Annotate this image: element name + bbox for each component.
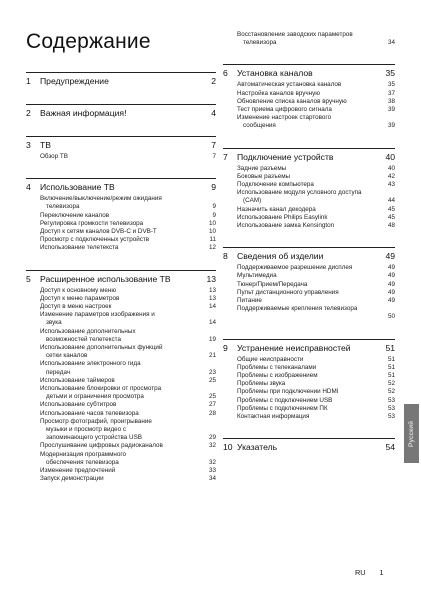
toc-entry-text <box>223 90 381 98</box>
section-gap <box>26 161 216 171</box>
section-number: 5 <box>26 273 31 284</box>
toc-entry-page: 23 <box>208 368 216 376</box>
toc-entry-text <box>26 236 202 244</box>
toc-entry-label: Проблемы звука <box>237 380 286 388</box>
toc-entry-text <box>223 114 381 130</box>
toc-entry-page: 51 <box>387 355 395 363</box>
toc-entry-label: Изменение параметров изображения и <box>40 311 155 319</box>
toc-entry[interactable] <box>26 467 216 475</box>
toc-entry-text <box>26 475 202 483</box>
toc-entry-page: 13 <box>208 294 216 302</box>
toc-entry-text <box>26 153 202 161</box>
toc-entry-page: 49 <box>387 297 395 305</box>
toc-entry-text <box>26 377 202 385</box>
toc-entry-text <box>26 360 202 376</box>
section-page: 13 <box>206 273 216 284</box>
toc-section <box>223 230 395 321</box>
toc-entry-page: 28 <box>208 409 216 417</box>
toc-entry-page: 40 <box>387 164 395 172</box>
toc-entry[interactable] <box>26 195 216 211</box>
toc-entry-label: Проблемы с подключением USB <box>237 396 333 404</box>
toc-entry-page: 45 <box>387 213 395 221</box>
toc-entry-continuation: телевизора <box>243 39 277 47</box>
toc-entry-text <box>26 220 202 228</box>
toc-entry-label: Прослушивание цифровых радиоканалов <box>40 442 163 450</box>
toc-entry-label: Просмотр с подключенных устройств <box>40 236 150 244</box>
toc-entry-page: 53 <box>387 413 395 421</box>
toc-entry[interactable] <box>223 165 395 173</box>
section-entries <box>223 165 395 231</box>
toc-entry-label: Доступ к основному меню <box>40 286 117 294</box>
section-gap <box>223 421 395 431</box>
toc-entry[interactable] <box>26 153 216 161</box>
toc-section <box>223 131 395 231</box>
toc-section-heading[interactable] <box>223 248 395 262</box>
toc-entry-label: Использование часов телевизора <box>40 409 139 417</box>
section-page: 2 <box>211 76 216 86</box>
toc-entry[interactable] <box>223 272 395 280</box>
toc-entry[interactable] <box>223 114 395 130</box>
toc-section <box>26 72 216 87</box>
toc-entry[interactable] <box>26 328 216 344</box>
toc-section <box>26 253 216 484</box>
section-title: Расширенное использование ТВ <box>40 273 171 284</box>
toc-entry-continuation: музыки и просмотр видео с <box>46 426 127 434</box>
toc-entry[interactable] <box>223 189 395 205</box>
section-entries <box>26 287 216 484</box>
toc-entry[interactable] <box>223 281 395 289</box>
toc-section-heading[interactable] <box>26 271 216 285</box>
toc-entry[interactable] <box>26 360 216 376</box>
toc-entry-page: 39 <box>387 106 395 114</box>
section-number: 10 <box>223 442 233 453</box>
section-entries <box>26 153 216 161</box>
toc-entry-text <box>223 181 381 189</box>
toc-entry[interactable] <box>223 81 395 89</box>
toc-entry-text <box>26 311 202 327</box>
toc-entry-label: Обзор ТВ <box>40 153 68 160</box>
section-title: Установка каналов <box>237 68 313 79</box>
toc-entry-label: Изменение предпочтений <box>40 467 116 475</box>
toc-entry-continuation: возможностей телетекста <box>46 335 121 343</box>
toc-entry-text <box>26 467 202 475</box>
toc-entry[interactable] <box>26 220 216 228</box>
toc-entry-continuation: запоминающего устройства USB <box>46 434 143 442</box>
toc-entry-text <box>223 264 381 272</box>
toc-section <box>223 322 395 422</box>
toc-entry[interactable] <box>223 305 395 321</box>
section-number: 8 <box>223 251 228 262</box>
toc-entry[interactable] <box>223 106 395 114</box>
toc-entry-text <box>26 195 202 211</box>
toc-entry-label: Автоматическая установка каналов <box>237 81 342 89</box>
section-page: 7 <box>211 140 216 150</box>
toc-entry-text <box>223 98 381 106</box>
toc-entry-text <box>223 397 381 405</box>
toc-entry[interactable] <box>223 413 395 421</box>
section-page: 49 <box>385 251 395 262</box>
section-entries <box>223 264 395 321</box>
toc-entry-label: Использование замка Kensington <box>237 222 335 230</box>
section-gap <box>223 131 395 141</box>
toc-entry-label: Доступ в меню настроек <box>40 303 112 311</box>
toc-entry[interactable] <box>223 356 395 364</box>
toc-entry-text <box>223 281 381 289</box>
page-footer <box>355 568 384 577</box>
toc-entry[interactable] <box>223 405 395 413</box>
toc-entry-text <box>223 405 381 413</box>
section-gap <box>26 253 216 263</box>
toc-entry-label: Боковые разъемы <box>237 172 291 180</box>
toc-entry-label: Просмотр фотографий, проигрывание <box>40 417 152 425</box>
toc-entry-page: 29 <box>208 434 216 442</box>
section-title: Устранение неисправностей <box>237 342 351 353</box>
toc-entry[interactable] <box>26 385 216 401</box>
toc-entry-text <box>26 418 202 443</box>
toc-entry-page: 38 <box>387 97 395 105</box>
toc-entry[interactable] <box>26 228 216 236</box>
section-number: 4 <box>26 182 31 193</box>
toc-entry-label: Контактная информация <box>237 413 310 421</box>
toc-entry-label: Доступ к сетям каналов DVB-C и DVB-T <box>40 228 157 236</box>
section-title: Сведения об изделии <box>237 251 324 262</box>
toc-entry[interactable] <box>26 377 216 385</box>
section-title: Использование ТВ <box>40 182 115 193</box>
toc-entry-page: 49 <box>387 280 395 288</box>
toc-entry-label: Восстановление заводских параметров <box>237 31 353 38</box>
toc-entry-text <box>223 289 381 297</box>
toc-entry-continuation: детьми и ограничения просмотра <box>46 393 144 401</box>
toc-entry-text <box>26 212 202 220</box>
toc-entry-page: 34 <box>208 475 216 483</box>
toc-entry[interactable] <box>223 397 395 405</box>
toc-entry-text <box>223 388 381 396</box>
toc-entry-text <box>223 214 381 222</box>
section-page: 40 <box>385 151 395 162</box>
toc-entry[interactable] <box>223 297 395 305</box>
toc-entry-text <box>223 364 381 372</box>
section-page: 4 <box>211 108 216 118</box>
toc-entry-label: Использование дополнительных <box>40 327 136 335</box>
toc-entry-label: Использование модуля условного доступа <box>237 189 362 197</box>
page-title: Содержание <box>26 30 151 53</box>
toc-entry[interactable] <box>26 244 216 252</box>
toc-entry-page: 12 <box>208 244 216 252</box>
toc-entry-label: Проблемы с изображением <box>237 372 318 380</box>
section-page: 54 <box>385 442 395 453</box>
toc-entry-text <box>223 413 381 421</box>
section-gap <box>223 322 395 332</box>
toc-entry-label: Обновление списка каналов вручную <box>237 97 347 105</box>
toc-entry[interactable] <box>26 451 216 467</box>
toc-entry-label: Поддерживаемое разрешение дисплея <box>237 264 353 272</box>
toc-entry-page: 53 <box>387 396 395 404</box>
section-number: 9 <box>223 342 228 353</box>
toc-entry[interactable] <box>223 214 395 222</box>
toc-entry-page: 42 <box>387 172 395 180</box>
toc-entry-text <box>26 303 202 311</box>
toc-entry-text <box>26 295 202 303</box>
section-number: 2 <box>26 108 31 118</box>
section-title: Указатель <box>237 442 278 453</box>
toc-entry-page: 10 <box>208 228 216 236</box>
toc-entry-page: 9 <box>212 211 216 219</box>
toc-entry-page: 51 <box>387 372 395 380</box>
section-number: 7 <box>223 151 228 162</box>
toc-entry-label: Использование дополнительных функций <box>40 344 163 352</box>
toc-section-heading[interactable] <box>223 340 395 354</box>
toc-entry-label: Задние разъемы <box>237 164 287 172</box>
toc-section <box>223 47 395 130</box>
toc-entry-text <box>26 228 202 236</box>
continued-entries <box>223 31 395 47</box>
toc-entry-continuation: телевизора <box>46 203 80 211</box>
toc-entry-page: 9 <box>212 203 216 211</box>
toc-entry-page: 35 <box>387 81 395 89</box>
toc-section <box>26 87 216 119</box>
section-gap <box>223 230 395 240</box>
toc-entry-text <box>223 173 381 181</box>
section-title: Подключение устройств <box>237 151 334 162</box>
toc-entry[interactable] <box>26 418 216 443</box>
toc-entry[interactable] <box>223 31 395 47</box>
toc-entry[interactable] <box>26 311 216 327</box>
toc-entry-page: 32 <box>208 442 216 450</box>
toc-entry-label: Пульт дистанционного управления <box>237 288 339 296</box>
toc-entry-text <box>223 206 381 214</box>
toc-entry-continuation: звука <box>46 319 62 327</box>
toc-entry[interactable] <box>26 401 216 409</box>
toc-entry-label: Тест приема цифрового сигнала <box>237 106 332 114</box>
section-number: 3 <box>26 140 31 150</box>
toc-entry-text <box>26 385 202 401</box>
toc-entry-text <box>26 328 202 344</box>
toc-entry-continuation: (CAM) <box>243 197 262 205</box>
toc-entry-label: Проблемы с подключением ПК <box>237 404 328 412</box>
section-title: ТВ <box>40 140 51 150</box>
toc-entry[interactable] <box>26 475 216 483</box>
section-gap <box>223 47 395 57</box>
toc-entry-page: 14 <box>208 319 216 327</box>
toc-entry-text <box>223 31 381 47</box>
toc-entry-label: Регулировка громкости телевизора <box>40 219 144 227</box>
toc-entry-text <box>26 451 202 467</box>
toc-entry[interactable] <box>223 388 395 396</box>
toc-entry[interactable] <box>223 181 395 189</box>
toc-entry-label: Поддерживаемые крепления телевизора <box>237 305 358 313</box>
toc-entry[interactable] <box>26 303 216 311</box>
toc-entry[interactable] <box>223 264 395 272</box>
toc-entry[interactable] <box>26 236 216 244</box>
toc-entry[interactable] <box>26 295 216 303</box>
toc-entry-page: 10 <box>208 219 216 227</box>
toc-left-column <box>26 65 216 484</box>
toc-entry-label: Использование блокировки от просмотра <box>40 385 162 393</box>
section-gap <box>26 87 216 97</box>
toc-entry-label: Настройка каналов вручную <box>237 89 321 97</box>
footer-page-number: 1 <box>379 568 384 577</box>
toc-entry-label: Общие неисправности <box>237 355 304 363</box>
toc-entry[interactable] <box>26 344 216 360</box>
section-entries <box>223 81 395 130</box>
toc-section <box>26 161 216 252</box>
toc-right-column <box>223 29 395 453</box>
toc-entry-page: 39 <box>387 122 395 130</box>
toc-entry-text <box>223 222 381 230</box>
toc-entry-label: Назначить канал декодера <box>237 205 316 213</box>
toc-entry-label: Переключение каналов <box>40 211 110 219</box>
toc-entry-page: 44 <box>387 197 395 205</box>
toc-entry[interactable] <box>223 90 395 98</box>
toc-entry[interactable] <box>223 206 395 214</box>
toc-entry-label: Использование субтитров <box>40 401 117 409</box>
toc-entry-page: 21 <box>208 352 216 360</box>
toc-entry-label: Проблемы с телеканалами <box>237 363 317 371</box>
toc-entry[interactable] <box>223 222 395 230</box>
section-title: Предупреждение <box>40 76 109 86</box>
toc-entry-page: 7 <box>212 153 216 160</box>
toc-entry-continuation: обеспечения телевизора <box>46 458 119 466</box>
toc-entry-page: 53 <box>387 404 395 412</box>
toc-entry-label: Изменение настроек стартового <box>237 114 332 122</box>
toc-entry-page: 52 <box>387 380 395 388</box>
toc-section-heading[interactable] <box>26 179 216 193</box>
toc-entry-page: 32 <box>208 458 216 466</box>
toc-entry-label: Проблемы при подключении HDMI <box>237 388 339 396</box>
toc-section-heading[interactable] <box>223 439 395 453</box>
toc-entry-page: 49 <box>387 288 395 296</box>
toc-entry[interactable] <box>223 98 395 106</box>
toc-entry[interactable] <box>223 173 395 181</box>
toc-entry-text <box>223 165 381 173</box>
section-gap <box>26 119 216 129</box>
footer-language: RU <box>355 568 366 577</box>
toc-section-heading[interactable] <box>223 149 395 163</box>
toc-entry-text <box>223 305 395 313</box>
toc-entry[interactable] <box>26 212 216 220</box>
toc-entry-text <box>26 442 202 450</box>
toc-entry-continuation: сообщения <box>243 122 276 130</box>
toc-entry-page: 11 <box>209 236 216 244</box>
toc-entry-label: Использование таймеров <box>40 376 115 384</box>
toc-entry[interactable] <box>26 442 216 450</box>
toc-entry-continuation: передач <box>46 368 71 376</box>
toc-entry-page: 49 <box>387 264 395 272</box>
toc-entry-page: 14 <box>208 303 216 311</box>
toc-entry-label: Питание <box>237 297 262 305</box>
toc-entry-page: 50 <box>387 313 395 321</box>
section-page: 9 <box>211 182 216 193</box>
toc-entry[interactable] <box>26 287 216 295</box>
toc-entry-text <box>223 356 381 364</box>
toc-entry-label: Использование Philips Easylink <box>237 213 328 221</box>
toc-section-heading[interactable] <box>26 105 216 119</box>
toc-entry-page: 13 <box>208 286 216 294</box>
toc-entry-text <box>223 189 381 205</box>
toc-entry-page: 45 <box>387 205 395 213</box>
toc-section-heading[interactable] <box>223 65 395 79</box>
toc-entry-page: 48 <box>387 222 395 230</box>
toc-section-heading[interactable] <box>26 137 216 151</box>
toc-entry-text <box>26 410 202 418</box>
toc-entry-continuation: сетки каналов <box>46 352 88 360</box>
toc-entry-label: Запуск демонстрации <box>40 475 104 483</box>
toc-entry-page: 51 <box>387 363 395 371</box>
language-side-tab: Русский <box>404 404 419 463</box>
toc-entry-text <box>26 401 202 409</box>
toc-entry[interactable] <box>223 364 395 372</box>
toc-entry-page: 33 <box>208 467 216 475</box>
toc-entry-page: 27 <box>208 401 216 409</box>
toc-section <box>26 119 216 161</box>
section-entries <box>26 195 216 252</box>
toc-entry[interactable] <box>223 289 395 297</box>
toc-entry-page: 25 <box>208 376 216 384</box>
toc-section-heading[interactable] <box>26 73 216 87</box>
toc-entry-label: Модернизация программного <box>40 450 127 458</box>
toc-entry-label: Включение/выключение/режим ожидания <box>40 195 162 203</box>
toc-entry-text <box>223 106 381 114</box>
toc-entry-page: 25 <box>208 393 216 401</box>
toc-entry-page: 43 <box>387 181 395 189</box>
toc-entry-label: Использование электронного гида <box>40 360 141 368</box>
toc-entry-label: Подключение компьютера <box>237 181 314 189</box>
toc-entry-text <box>26 244 202 252</box>
toc-entry-label: Использование телетекста <box>40 244 119 252</box>
toc-entry-text <box>223 81 381 89</box>
section-number: 6 <box>223 68 228 79</box>
toc-entry-text <box>223 272 381 280</box>
toc-entry[interactable] <box>26 410 216 418</box>
toc-entry-page: 37 <box>387 89 395 97</box>
toc-entry-page: 19 <box>208 335 216 343</box>
toc-section <box>223 421 395 453</box>
section-page: 35 <box>385 68 395 79</box>
section-page: 51 <box>385 342 395 353</box>
section-number: 1 <box>26 76 31 86</box>
toc-entry-page: 52 <box>387 388 395 396</box>
toc-entry-label: Тюнер/Прием/Передача <box>237 280 308 288</box>
section-title: Важная информация! <box>40 108 127 118</box>
toc-entry-label: Доступ к меню параметров <box>40 294 120 302</box>
toc-entry-text <box>223 297 381 305</box>
toc-entry-text <box>26 344 202 360</box>
toc-entry-label: Мультимедиа <box>237 272 277 280</box>
toc-entry-page: 49 <box>387 272 395 280</box>
toc-entry-page: 34 <box>387 39 395 47</box>
section-entries <box>223 356 395 422</box>
toc-entry-text <box>26 287 202 295</box>
